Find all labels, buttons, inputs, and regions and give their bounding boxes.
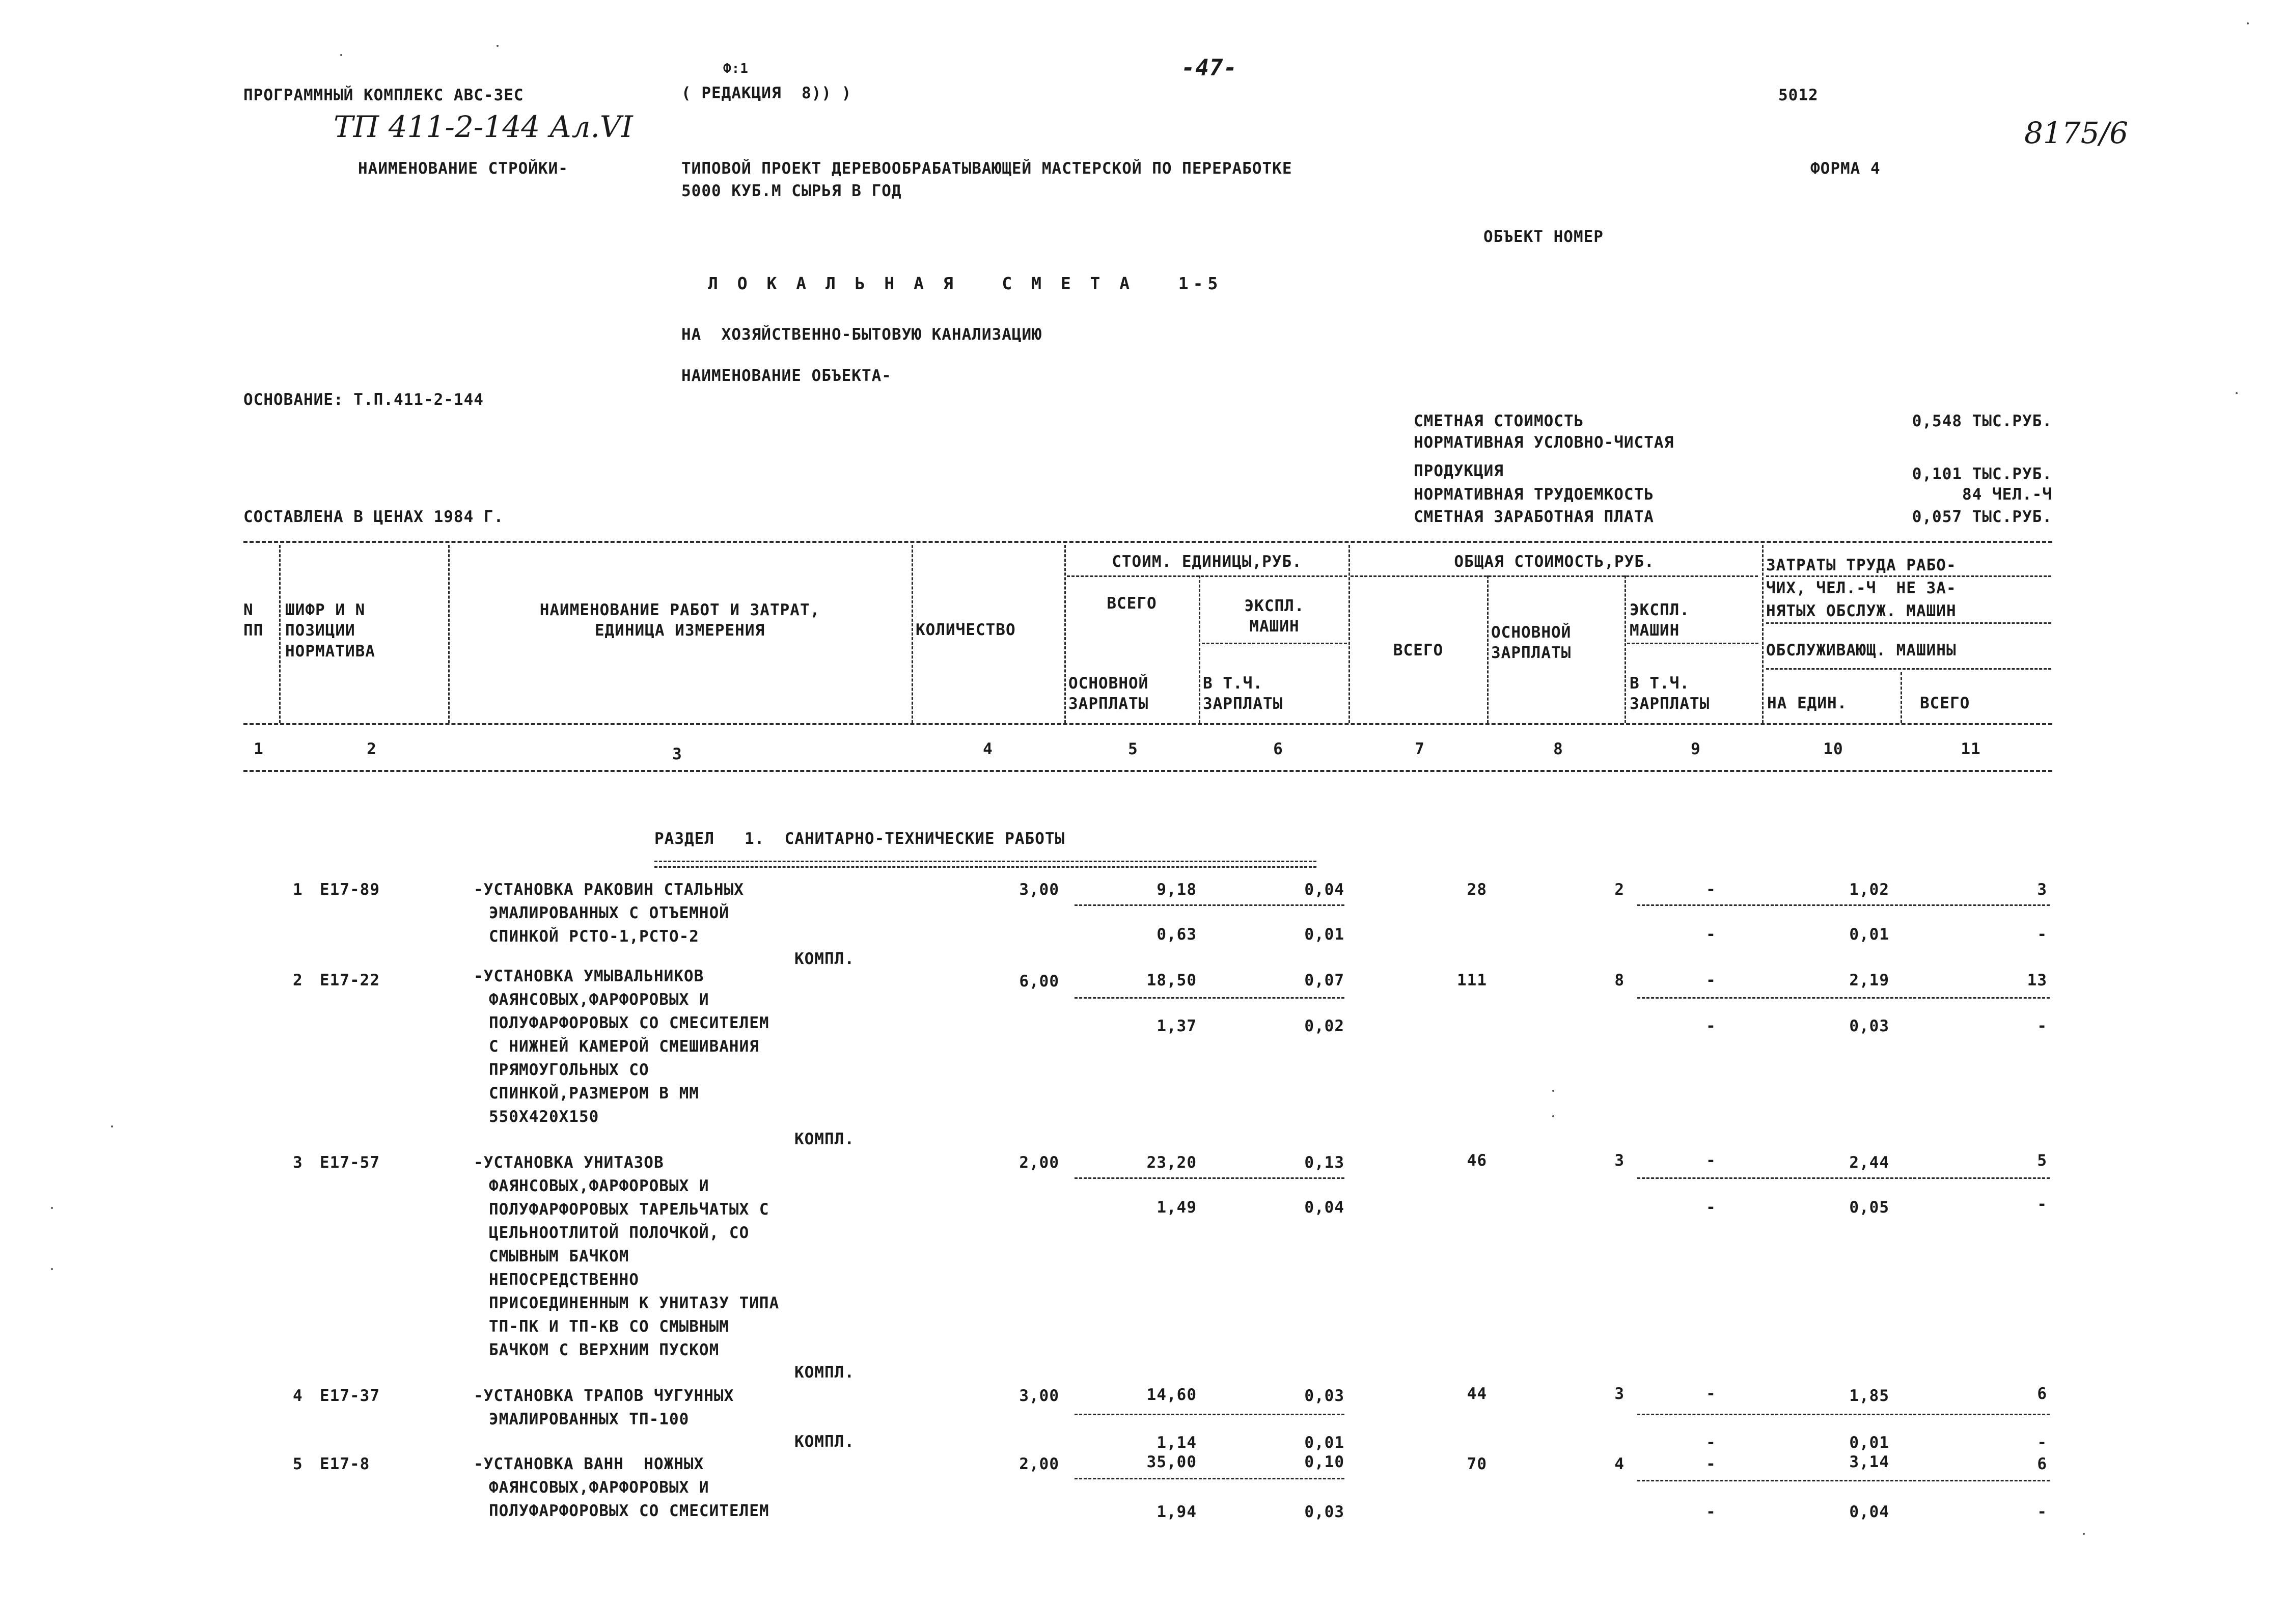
total-cost-rule xyxy=(1351,575,1758,577)
col-sep-8 xyxy=(1625,575,1626,723)
construction-name-line1: ТИПОВОЙ ПРОЕКТ ДЕРЕВООБРАБАТЫВАЮЩЕЙ МАСТЕРСКОЙ ПО ПЕРЕРАБОТКЕ xyxy=(681,159,1292,178)
col-sep-5 xyxy=(1199,575,1200,723)
row-total-machine-wage: - xyxy=(1706,1017,1716,1035)
row-description-line: ПРЯМОУГОЛЬНЫХ СО xyxy=(489,1061,649,1079)
row-labor-servicing-total: - xyxy=(2037,1503,2047,1521)
row-unit-total: 9,18 xyxy=(1157,880,1197,899)
col-header-unit-cost: СТОИМ. ЕДИНИЦЫ,РУБ. xyxy=(1112,553,1302,571)
row-total-machine-wage: - xyxy=(1706,1503,1716,1521)
table-numbers-bottom-rule xyxy=(243,770,2052,772)
col-num-3: 3 xyxy=(672,745,682,763)
row-description-line: ФАЯНСОВЫХ,ФАРФОРОВЫХ И xyxy=(489,1177,709,1195)
scan-speck xyxy=(340,54,342,56)
scan-speck xyxy=(1552,1090,1554,1092)
table-top-rule xyxy=(243,541,2052,543)
row-labor-total: 5 xyxy=(2037,1151,2047,1170)
row-unit-machines: 0,03 xyxy=(1304,1387,1344,1405)
estimate-title: Л О К А Л Ь Н А Я С М Е Т А 1-5 xyxy=(708,273,1223,293)
row-labor-per-unit: 2,44 xyxy=(1849,1153,1889,1172)
basis-label: ОСНОВАНИЕ: Т.П.411-2-144 xyxy=(243,391,484,409)
row-unit-basic-wage: 1,49 xyxy=(1157,1198,1197,1217)
row-description-line: ФАЯНСОВЫХ,ФАРФОРОВЫХ И xyxy=(489,1478,709,1497)
row-divider xyxy=(1075,1478,1344,1479)
row-quantity: 3,00 xyxy=(1019,1387,1059,1405)
program-name: ПРОГРАММНЫЙ КОМПЛЕКС АВС-3ЕС xyxy=(243,86,524,104)
row-description-line: ПОЛУФАРФОРОВЫХ ТАРЕЛЬЧАТЫХ С xyxy=(489,1200,769,1219)
col-sep-6 xyxy=(1348,545,1350,723)
row-labor-total: 13 xyxy=(2027,971,2047,989)
row-unit-basic-wage: 1,14 xyxy=(1157,1434,1197,1452)
row-description-line: ПРИСОЕДИНЕННЫМ К УНИТАЗУ ТИПА xyxy=(489,1294,780,1312)
row-number: 4 xyxy=(293,1387,303,1405)
row-total-basic-wage: 3 xyxy=(1614,1385,1625,1403)
row-description-line: БАЧКОМ С ВЕРХНИМ ПУСКОМ xyxy=(489,1341,720,1359)
row-unit-total: 18,50 xyxy=(1146,971,1197,989)
unit-cost-rule xyxy=(1067,575,1347,577)
row-divider xyxy=(1637,997,2050,999)
col-num-8: 8 xyxy=(1553,740,1563,758)
row-unit-total: 35,00 xyxy=(1146,1453,1197,1471)
col-header-labor: ЗАТРАТЫ ТРУДА РАБО- ЧИХ, ЧЕЛ.-Ч НЕ ЗА- НЯТЫХ ОБСЛУЖ. МАШИН xyxy=(1766,556,1957,620)
row-unit-machine-wage: 0,04 xyxy=(1304,1198,1344,1217)
row-unit-total: 14,60 xyxy=(1146,1386,1197,1404)
row-description-line: -УСТАНОВКА ВАНН НОЖНЫХ xyxy=(474,1455,704,1473)
object-number-label: ОБЪЕКТ НОМЕР xyxy=(1483,228,1604,246)
row-labor-total: 6 xyxy=(2037,1385,2047,1403)
row-quantity: 6,00 xyxy=(1019,972,1059,990)
row-labor-per-unit: 2,19 xyxy=(1849,971,1889,989)
row-total-cost: 44 xyxy=(1467,1385,1487,1403)
col-header-labor-servicing: ОБСЛУЖИВАЮЩ. МАШИНЫ xyxy=(1766,641,1957,659)
row-unit-basic-wage: 0,63 xyxy=(1157,925,1197,944)
row-labor-total: 6 xyxy=(2037,1455,2047,1473)
row-total-machines: - xyxy=(1706,1455,1716,1473)
row-divider xyxy=(1075,904,1344,906)
row-number: 5 xyxy=(293,1455,303,1473)
row-total-machine-wage: - xyxy=(1706,925,1716,944)
col-num-11: 11 xyxy=(1961,740,1981,758)
scan-speck xyxy=(1552,1115,1554,1117)
row-description-line: -УСТАНОВКА ТРАПОВ ЧУГУННЫХ xyxy=(474,1387,734,1405)
summary-labor-value: 84 ЧЕЛ.-Ч xyxy=(1962,485,2052,504)
row-number: 1 xyxy=(293,880,303,899)
row-description-line: ЦЕЛЬНООТЛИТОЙ ПОЛОЧКОЙ, СО xyxy=(489,1224,750,1242)
col-num-1: 1 xyxy=(254,740,264,758)
row-description-line: НЕПОСРЕДСТВЕННО xyxy=(489,1271,639,1289)
row-quantity: 3,00 xyxy=(1019,880,1059,899)
col-sep-4 xyxy=(1064,545,1066,723)
row-code: Е17-8 xyxy=(320,1455,370,1473)
handwritten-project-number: ТП 411-2-144 Ал.VI xyxy=(334,109,633,144)
col-header-total-cost: ОБЩАЯ СТОИМОСТЬ,РУБ. xyxy=(1454,553,1655,571)
form-number: ФОРМА 4 xyxy=(1810,159,1881,178)
row-unit-machine-wage: 0,03 xyxy=(1304,1503,1344,1521)
row-divider xyxy=(1637,1480,2050,1481)
row-unit: КОМПЛ. xyxy=(794,950,855,968)
row-unit-machines: 0,07 xyxy=(1304,971,1344,989)
section-title-underline xyxy=(654,861,1316,868)
row-total-cost: 46 xyxy=(1467,1151,1487,1170)
col-sep-10 xyxy=(1901,672,1902,723)
row-code: Е17-22 xyxy=(320,971,380,989)
scan-speck xyxy=(2247,22,2249,24)
row-unit-machine-wage: 0,01 xyxy=(1304,925,1344,944)
scan-speck xyxy=(2083,1533,2085,1535)
summary-net-production-label: НОРМАТИВНАЯ УСЛОВНО-ЧИСТАЯ xyxy=(1414,433,1674,452)
row-description-line: -УСТАНОВКА УМЫВАЛЬНИКОВ xyxy=(474,967,704,985)
row-code: Е17-57 xyxy=(320,1153,380,1172)
summary-production-value: 0,101 ТЫС.РУБ. xyxy=(1912,465,2052,483)
col-header-n: N ПП xyxy=(243,601,264,640)
row-total-basic-wage: 3 xyxy=(1614,1151,1625,1170)
page-number: -47- xyxy=(1181,55,1237,81)
row-description-line: ЭМАЛИРОВАННЫХ С ОТЪЕМНОЙ xyxy=(489,904,729,922)
row-unit-machines: 0,04 xyxy=(1304,880,1344,899)
row-divider xyxy=(1075,1177,1344,1179)
summary-estimated-cost-value: 0,548 ТЫС.РУБ. xyxy=(1912,412,2052,430)
row-description-line: СПИНКОЙ РСТО-1,РСТО-2 xyxy=(489,927,699,946)
row-divider xyxy=(1075,997,1344,999)
prices-label: СОСТАВЛЕНА В ЦЕНАХ 1984 Г. xyxy=(243,508,504,526)
col-num-4: 4 xyxy=(983,740,993,758)
row-description-line: СПИНКОЙ,РАЗМЕРОМ В ММ xyxy=(489,1084,699,1103)
row-total-machines: - xyxy=(1706,880,1716,899)
row-unit-machines: 0,10 xyxy=(1304,1453,1344,1471)
row-divider xyxy=(1075,1414,1344,1415)
row-labor-servicing-per-unit: 0,01 xyxy=(1849,925,1889,944)
row-labor-servicing-total: - xyxy=(2037,925,2047,944)
col-header-total-basic: ОСНОВНОЙ ЗАРПЛАТЫ xyxy=(1491,623,1572,663)
col-header-unit-all: ВСЕГО xyxy=(1107,594,1157,613)
row-total-machines: - xyxy=(1706,1385,1716,1403)
col-num-6: 6 xyxy=(1273,740,1283,758)
summary-labor-label: НОРМАТИВНАЯ ТРУДОЕМКОСТЬ xyxy=(1414,485,1654,504)
col-header-unit-basic: ОСНОВНОЙ ЗАРПЛАТЫ xyxy=(1068,674,1149,713)
col-num-2: 2 xyxy=(367,740,377,758)
col-header-qty: КОЛИЧЕСТВО xyxy=(916,621,1016,639)
row-labor-total: 3 xyxy=(2037,880,2047,899)
summary-wage-value: 0,057 ТЫС.РУБ. xyxy=(1912,508,2052,526)
row-labor-servicing-total: - xyxy=(2037,1434,2047,1452)
form-code: 5012 xyxy=(1778,86,1819,104)
row-total-cost: 70 xyxy=(1467,1455,1487,1473)
col-sep-7 xyxy=(1487,575,1489,723)
row-labor-servicing-per-unit: 0,01 xyxy=(1849,1434,1889,1452)
row-labor-per-unit: 1,85 xyxy=(1849,1387,1889,1405)
scan-speck xyxy=(51,1268,53,1270)
total-cost-rule-2 xyxy=(1627,643,1758,644)
row-unit: КОМПЛ. xyxy=(794,1363,855,1382)
row-unit: КОМПЛ. xyxy=(794,1130,855,1148)
construction-label: НАИМЕНОВАНИЕ СТРОЙКИ- xyxy=(358,159,568,178)
row-description-line: ПОЛУФАРФОРОВЫХ СО СМЕСИТЕЛЕМ xyxy=(489,1014,769,1032)
row-total-machine-wage: - xyxy=(1706,1198,1716,1217)
row-unit-total: 23,20 xyxy=(1146,1153,1197,1172)
row-description-line: -УСТАНОВКА РАКОВИН СТАЛЬНЫХ xyxy=(474,880,744,899)
col-header-labor-total: ВСЕГО xyxy=(1920,694,1970,712)
row-labor-servicing-total: - xyxy=(2037,1195,2047,1214)
col-sep-3 xyxy=(912,545,913,723)
row-total-machines: - xyxy=(1706,971,1716,989)
row-labor-servicing-per-unit: 0,03 xyxy=(1849,1017,1889,1035)
row-unit-basic-wage: 1,37 xyxy=(1157,1017,1197,1035)
summary-production-label: ПРОДУКЦИЯ xyxy=(1414,462,1504,480)
row-divider xyxy=(1637,1177,2050,1179)
row-description-line: -УСТАНОВКА УНИТАЗОВ xyxy=(474,1153,664,1172)
scan-speck xyxy=(111,1125,113,1127)
row-unit: КОМПЛ. xyxy=(794,1433,855,1451)
row-description-line: ФАЯНСОВЫХ,ФАРФОРОВЫХ И xyxy=(489,990,709,1009)
summary-wage-label: СМЕТНАЯ ЗАРАБОТНАЯ ПЛАТА xyxy=(1414,508,1654,526)
estimate-subtitle: НА ХОЗЯЙСТВЕННО-БЫТОВУЮ КАНАЛИЗАЦИЮ xyxy=(681,325,1042,344)
row-labor-servicing-per-unit: 0,04 xyxy=(1849,1503,1889,1521)
row-total-machines: - xyxy=(1706,1151,1716,1170)
row-quantity: 2,00 xyxy=(1019,1153,1059,1172)
row-code: Е17-89 xyxy=(320,880,380,899)
edition-mark: Ф:1 xyxy=(723,61,749,76)
col-num-7: 7 xyxy=(1415,740,1425,758)
row-labor-servicing-per-unit: 0,05 xyxy=(1849,1198,1889,1217)
col-num-5: 5 xyxy=(1128,740,1138,758)
scan-speck xyxy=(51,1207,53,1209)
row-labor-servicing-total: - xyxy=(2037,1017,2047,1035)
row-total-cost: 28 xyxy=(1467,880,1487,899)
row-labor-per-unit: 1,02 xyxy=(1849,880,1889,899)
col-sep-2 xyxy=(448,545,450,723)
row-divider xyxy=(1637,904,2050,906)
labor-rule-1 xyxy=(1766,575,2051,577)
col-sep-9 xyxy=(1762,545,1764,723)
col-header-name: НАИМЕНОВАНИЕ РАБОТ И ЗАТРАТ, ЕДИНИЦА ИЗМЕРЕНИЯ xyxy=(539,601,820,640)
col-num-9: 9 xyxy=(1691,740,1701,758)
row-total-basic-wage: 2 xyxy=(1614,880,1625,899)
col-header-code: ШИФР И N ПОЗИЦИИ НОРМАТИВА xyxy=(285,601,375,660)
row-total-basic-wage: 4 xyxy=(1614,1455,1625,1473)
row-description-line: 550Х420Х150 xyxy=(489,1108,599,1126)
scan-speck xyxy=(497,45,499,47)
row-number: 3 xyxy=(293,1153,303,1172)
summary-estimated-cost-label: СМЕТНАЯ СТОИМОСТЬ xyxy=(1414,412,1584,430)
unit-cost-rule-2 xyxy=(1202,643,1347,644)
row-description-line: ЭМАЛИРОВАННЫХ ТП-100 xyxy=(489,1410,690,1428)
row-divider xyxy=(1637,1414,2050,1415)
row-total-cost: 111 xyxy=(1457,971,1487,989)
row-unit-basic-wage: 1,94 xyxy=(1157,1503,1197,1521)
table-header-bottom-rule xyxy=(243,723,2052,725)
col-header-total-incl: В Т.Ч. ЗАРПЛАТЫ xyxy=(1630,674,1710,713)
handwritten-document-number: 8175/6 xyxy=(2024,116,2129,150)
construction-name-line2: 5000 КУБ.М СЫРЬЯ В ГОД xyxy=(681,182,902,200)
col-num-10: 10 xyxy=(1823,740,1843,758)
col-header-total-all: ВСЕГО xyxy=(1393,641,1444,659)
col-header-unit-incl: В Т.Ч. ЗАРПЛАТЫ xyxy=(1203,674,1283,713)
col-header-unit-expl: ЭКСПЛ. МАШИН xyxy=(1244,597,1305,636)
row-unit-machine-wage: 0,01 xyxy=(1304,1434,1344,1452)
row-total-basic-wage: 8 xyxy=(1614,971,1625,989)
row-description-line: ТП-ПК И ТП-КВ СО СМЫВНЫМ xyxy=(489,1317,729,1336)
object-name-label: НАИМЕНОВАНИЕ ОБЪЕКТА- xyxy=(681,367,892,385)
row-unit-machine-wage: 0,02 xyxy=(1304,1017,1344,1035)
row-code: Е17-37 xyxy=(320,1387,380,1405)
row-description-line: ПОЛУФАРФОРОВЫХ СО СМЕСИТЕЛЕМ xyxy=(489,1502,769,1520)
row-unit-machines: 0,13 xyxy=(1304,1153,1344,1172)
row-labor-per-unit: 3,14 xyxy=(1849,1453,1889,1471)
row-description-line: СМЫВНЫМ БАЧКОМ xyxy=(489,1247,629,1265)
section-title: РАЗДЕЛ 1. САНИТАРНО-ТЕХНИЧЕСКИЕ РАБОТЫ xyxy=(654,830,1065,848)
labor-rule-2 xyxy=(1766,622,2051,624)
row-description-line: С НИЖНЕЙ КАМЕРОЙ СМЕШИВАНИЯ xyxy=(489,1037,759,1056)
labor-rule-3 xyxy=(1766,668,2051,670)
scan-speck xyxy=(2236,392,2238,394)
col-header-labor-per-unit: НА ЕДИН. xyxy=(1767,694,1848,712)
col-header-total-expl: ЭКСПЛ. МАШИН xyxy=(1630,601,1690,640)
row-number: 2 xyxy=(293,971,303,989)
col-sep-1 xyxy=(279,545,281,723)
edition-label: ( РЕДАКЦИЯ 8)) ) xyxy=(681,84,852,102)
row-total-machine-wage: - xyxy=(1706,1434,1716,1452)
row-quantity: 2,00 xyxy=(1019,1455,1059,1473)
